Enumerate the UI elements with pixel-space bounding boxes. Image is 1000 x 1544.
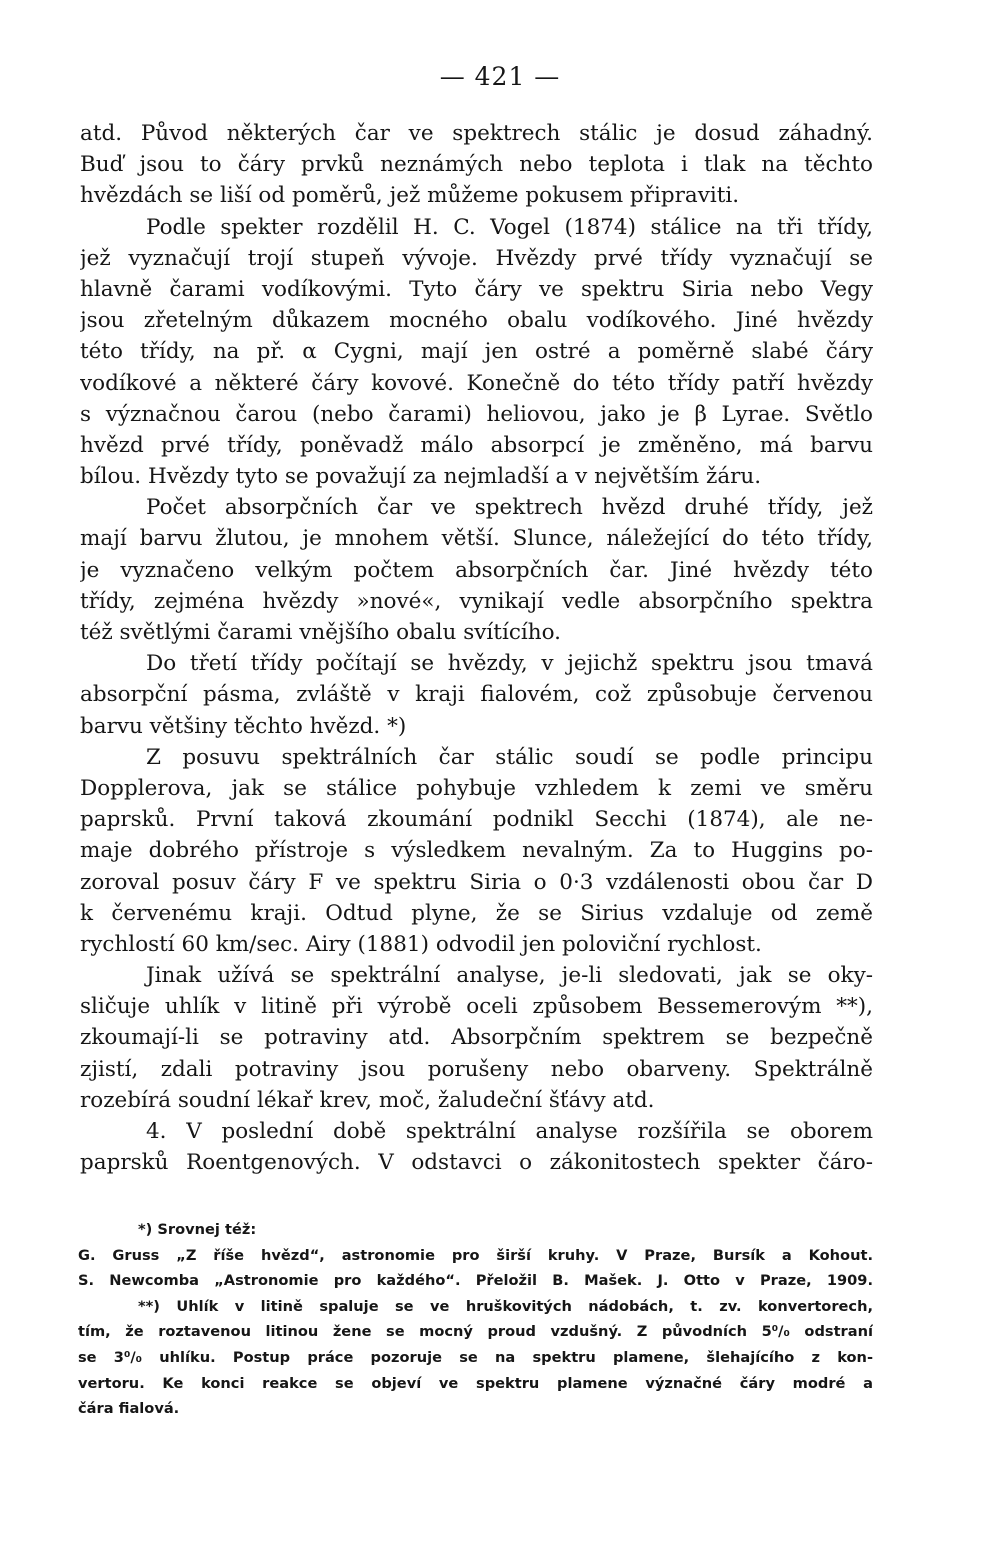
main-text xyxy=(80,118,873,1178)
text-line: Počet absorpčních čar ve spektrech hvězd druhé třídy, jež xyxy=(146,495,873,521)
text-line: hvězd prvé třídy, poněvadž málo absorpcí je změněno, má barvu xyxy=(80,432,873,458)
text-line: atd. Původ některých čar ve spektrech stálic je dosud záhadný. xyxy=(80,121,873,146)
text-line: jsou zřetelným důkazem mocného obalu vodíkového. Jiné hvězdy xyxy=(80,308,873,334)
text-line: paprsků Roentgenových. V odstavci o zákonitostech spekter čáro- xyxy=(80,1150,873,1176)
footnote-line: vertoru. Ke konci reakce se objeví ve spektru plamene význačné čáry modré a xyxy=(78,1374,873,1392)
text-line: paprsků. První taková zkoumání podnikl Secchi (1874), ale ne- xyxy=(80,807,873,833)
text-line: zoroval posuv čáry F ve spektru Siria o 0·3 vzdálenosti obou čar D xyxy=(80,869,873,895)
page-number: — 421 — xyxy=(439,62,561,91)
text-line: vodíkové a některé čáry kovové. Konečně do této třídy patří hvězdy xyxy=(80,370,873,396)
footnote-line: tím, že roztavenou litinou žene se mocný proud vzdušný. Z původních 5⁰/₀ odstraní xyxy=(78,1323,873,1341)
text-line: zkoumají-li se potraviny atd. Absorpčním spektrem se bezpečně xyxy=(80,1025,873,1051)
text-line: rozebírá soudní lékař krev, moč, žaludeční šťávy atd. xyxy=(80,1087,655,1113)
footnote-line: čára fialová. xyxy=(78,1400,180,1418)
text-line: s význačnou čarou (nebo čarami) heliovou, jako je β Lyrae. Světlo xyxy=(80,401,873,427)
text-line: Jinak užívá se spektrální analyse, je-li sledovati, jak se oky- xyxy=(146,963,873,989)
text-line: je vyznačeno velkým počtem absorpčních čar. Jiné hvězdy této xyxy=(80,557,873,583)
text-line: hlavně čarami vodíkovými. Tyto čáry ve spektru Siria nebo Vegy xyxy=(80,276,873,302)
text-line: barvu většiny těchto hvězd. *) xyxy=(80,713,407,739)
text-line: hvězdách se liší od poměrů, jež můžeme pokusem připraviti. xyxy=(80,183,740,209)
text-line: Podle spekter rozdělil H. C. Vogel (1874) stálice na tři třídy, xyxy=(146,214,873,240)
footnotes xyxy=(78,1217,873,1422)
footnote-line: *) Srovnej též: xyxy=(138,1221,257,1238)
text-line: jež vyznačují trojí stupeň vývoje. Hvězdy prvé třídy vyznačují se xyxy=(80,245,873,271)
footnote-line: **) Uhlík v litině spaluje se ve hruškovitých nádobách, t. zv. konvertorech, xyxy=(138,1297,873,1315)
text-line: 4. V poslední době spektrální analyse rozšířila se oborem xyxy=(146,1119,873,1144)
text-line: bílou. Hvězdy tyto se považují za nejmladší a v největším žáru. xyxy=(80,464,762,490)
footnote-line: se 3⁰/₀ uhlíku. Postup práce pozoruje se na spektru plamene, šlehajícího z kon- xyxy=(78,1348,873,1366)
text-line: Buď jsou to čáry prvků neznámých nebo teplota i tlak na těchto xyxy=(80,152,873,178)
text-line: k červenému kraji. Odtud plyne, že se Sirius vzdaluje od země xyxy=(80,900,873,926)
text-line: Z posuvu spektrálních čar stálic soudí se podle principu xyxy=(146,744,873,770)
text-line: absorpční pásma, zvláště v kraji fialovém, což způsobuje červenou xyxy=(80,682,873,708)
text-line: Do třetí třídy počítají se hvězdy, v jejichž spektru jsou tmavá xyxy=(146,651,873,677)
text-line: rychlostí 60 km/sec. Airy (1881) odvodil jen poloviční rychlost. xyxy=(80,931,762,957)
footnote-line: G. Gruss „Z říše hvězd“, astronomie pro širší kruhy. V Praze, Bursík a Kohout. xyxy=(78,1246,873,1264)
text-line: této třídy, na př. α Cygni, mají jen ostré a poměrně slabé čáry xyxy=(80,339,873,365)
text-line: sličuje uhlík v litině při výrobě oceli způsobem Bessemerovým **), xyxy=(80,994,873,1020)
text-line: maje dobrého přístroje s výsledkem nevalným. Za to Huggins po- xyxy=(80,838,873,864)
text-line: Dopplerova, jak se stálice pohybuje vzhledem k zemi ve směru xyxy=(80,775,873,801)
text-line: třídy, zejména hvězdy »nové«, vynikají vedle absorpčního spektra xyxy=(80,588,873,614)
text-line: zjistí, zdali potraviny jsou porušeny nebo obarveny. Spektrálně xyxy=(80,1056,873,1082)
text-line: též světlými čarami vnějšího obalu svítícího. xyxy=(80,620,561,645)
text-line: mají barvu žlutou, je mnohem větší. Slunce, náležející do této třídy, xyxy=(80,526,873,552)
footnote-line: S. Newcomba „Astronomie pro každého“. Přeložil B. Mašek. J. Otto v Praze, 1909. xyxy=(78,1272,873,1290)
